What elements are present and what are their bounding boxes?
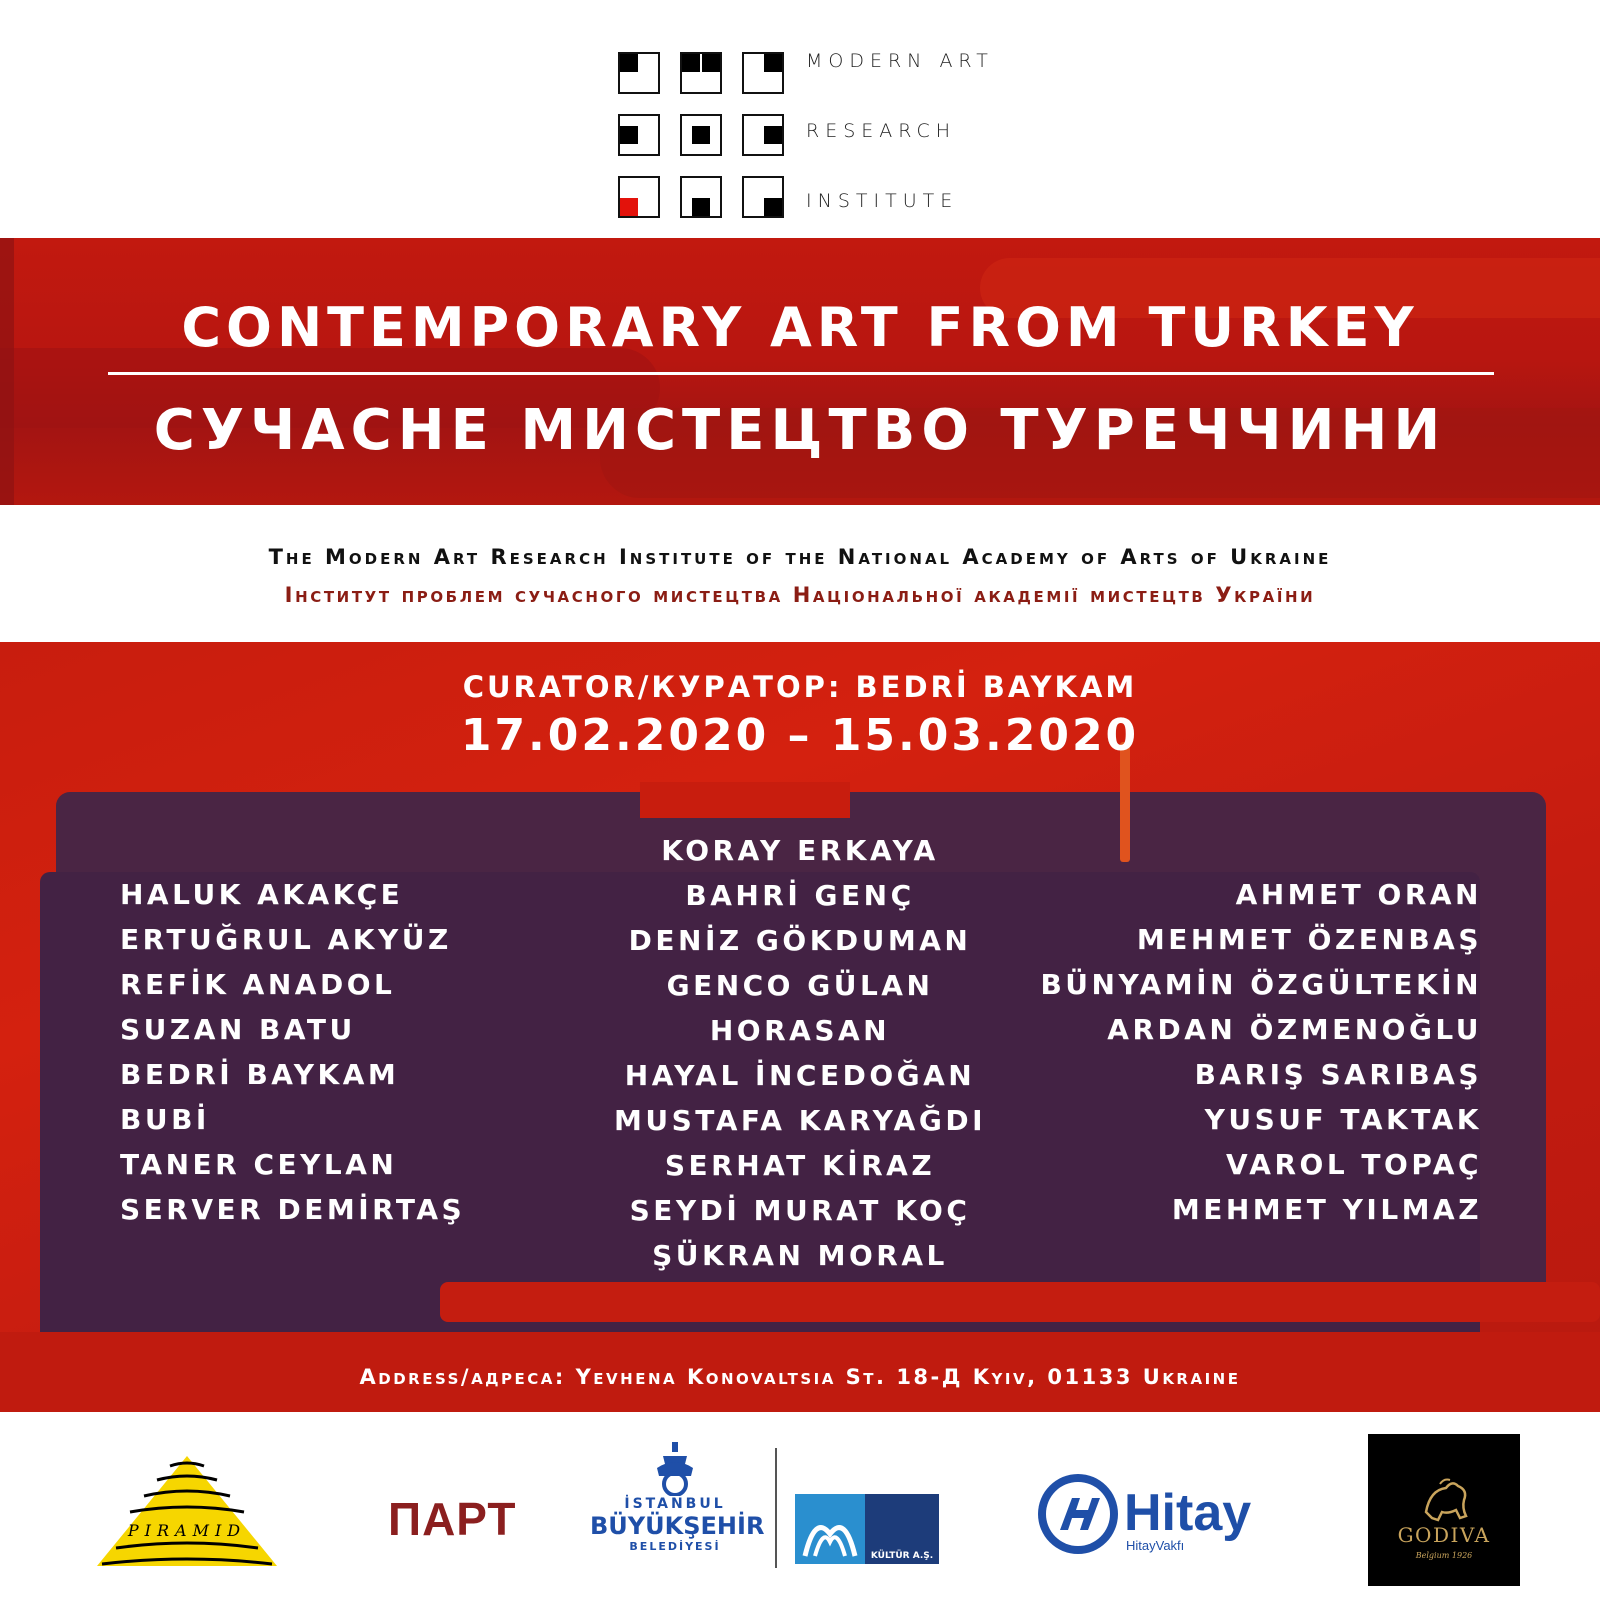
artist-name: MEHMET YILMAZ [1171, 1193, 1482, 1226]
artists-column-right [1000, 872, 1482, 1232]
sponsor-divider [775, 1448, 777, 1568]
kultur-tulip-icon [795, 1494, 939, 1564]
artist-name: AHMET ORAN [1235, 878, 1482, 911]
ibb-line-2: BÜYÜKŞEHİR [590, 1512, 765, 1540]
title-banner [0, 238, 1600, 505]
ibb-line-1: İSTANBUL [624, 1496, 726, 1512]
ibb-emblem-icon [645, 1442, 705, 1496]
hitay-subtitle: HitayVakfı [1126, 1538, 1185, 1553]
piramid-logo [82, 1456, 292, 1576]
artist-name: HORASAN [709, 1014, 891, 1047]
logo-square [742, 176, 784, 218]
logo-line-2: RESEARCH [806, 120, 957, 142]
godiva-wordmark: GODIVA [1397, 1523, 1491, 1547]
artist-name: DENİZ GÖKDUMAN [628, 924, 972, 957]
artist-name: ERTUĞRUL AKYÜZ [120, 923, 452, 956]
logo-square [680, 176, 722, 218]
exhibition-details-panel [0, 642, 1600, 1412]
artist-name: TANER CEYLAN [120, 1148, 398, 1181]
artist-name: BÜNYAMİN ÖZGÜLTEKİN [1040, 968, 1482, 1001]
artist-name: BARIŞ SARIBAŞ [1194, 1058, 1482, 1091]
artist-name: ARDAN ÖZMENOĞLU [1107, 1013, 1482, 1046]
piramid-pyramid-icon [82, 1456, 292, 1576]
venue-address: Address/адреса: Yevhena Konovaltsia St. 18-Д Kyiv, 01133 Ukraine [359, 1365, 1241, 1389]
logo-line-1: MODERN ART [806, 50, 994, 72]
artist-name: SERVER DEMİRTAŞ [120, 1193, 466, 1226]
paint-stroke [440, 1282, 1600, 1322]
institute-band [0, 505, 1600, 642]
godiva-subtitle: Belgium 1926 [1415, 1551, 1473, 1560]
artist-name: KORAY ERKAYA [661, 834, 939, 867]
exhibition-title-ukrainian: СУЧАСНЕ МИСТЕЦТВО ТУРЕЧЧИНИ [153, 398, 1447, 463]
logo-square [618, 52, 660, 94]
hitay-logo [1036, 1472, 1268, 1562]
ibb-line-3: BELEDİYESİ [629, 1540, 721, 1553]
artist-name: REFİK ANADOL [120, 968, 396, 1001]
part-logo: ПАРТ [388, 1493, 517, 1545]
istanbul-municipality-logo [590, 1442, 765, 1576]
kultur-as-logo [795, 1494, 939, 1564]
hitay-h-icon [1036, 1472, 1268, 1562]
artist-name: VAROL TOPAÇ [1226, 1148, 1482, 1181]
logo-square [742, 114, 784, 156]
logo-square [680, 114, 722, 156]
exhibition-title-english: CONTEMPORARY ART FROM TURKEY [181, 296, 1419, 359]
artist-name: MEHMET ÖZENBAŞ [1136, 923, 1482, 956]
kultur-label: KÜLTÜR A.Ş. [870, 1551, 934, 1561]
sponsor-logos [0, 1412, 1600, 1600]
artist-name: HALUK AKAKÇE [120, 878, 404, 911]
institute-logo-mark [618, 52, 788, 216]
header-logo-area [0, 0, 1600, 238]
paint-edge [0, 238, 14, 505]
godiva-logo [1368, 1434, 1520, 1586]
artist-name: ŞÜKRAN MORAL [652, 1239, 948, 1272]
institute-name-english: The Modern Art Research Institute of the National Academy of Arts of Ukraine [268, 545, 1332, 569]
artist-name: SUZAN BATU [120, 1013, 356, 1046]
artist-name: HAYAL İNCEDOĞAN [624, 1059, 976, 1092]
logo-square-accent [618, 176, 660, 218]
artist-name: BUBİ [120, 1103, 210, 1136]
piramid-wordmark: PIRAMID [127, 1521, 247, 1540]
paint-notch [640, 782, 850, 818]
artists-column-left [120, 872, 590, 1232]
logo-line-3: INSTITUTE [806, 190, 959, 212]
logo-square [742, 52, 784, 94]
artist-name: BEDRİ BAYKAM [120, 1058, 400, 1091]
artist-name: YUSUF TAKTAK [1204, 1103, 1482, 1136]
artist-name: SERHAT KİRAZ [664, 1149, 936, 1182]
artist-name: MUSTAFA KARYAĞDI [614, 1104, 986, 1137]
title-divider [108, 372, 1494, 375]
hitay-wordmark: Hitay [1124, 1484, 1252, 1542]
institute-name-ukrainian: Інститут проблем сучасного мистецтва Національної академії мистецтв України [284, 583, 1316, 607]
curator-line: CURATOR/КУРАТОР: BEDRİ BAYKAM [462, 670, 1138, 704]
logo-square [618, 114, 660, 156]
artist-name: BAHRİ GENÇ [685, 879, 915, 912]
artist-name: GENCO GÜLAN [666, 969, 934, 1002]
godiva-horse-icon [1368, 1434, 1520, 1586]
artists-column-middle [560, 828, 1040, 1278]
logo-square [680, 52, 722, 94]
exhibition-dates: 17.02.2020 – 15.03.2020 [460, 710, 1140, 761]
artist-name: SEYDİ MURAT KOÇ [629, 1194, 971, 1227]
